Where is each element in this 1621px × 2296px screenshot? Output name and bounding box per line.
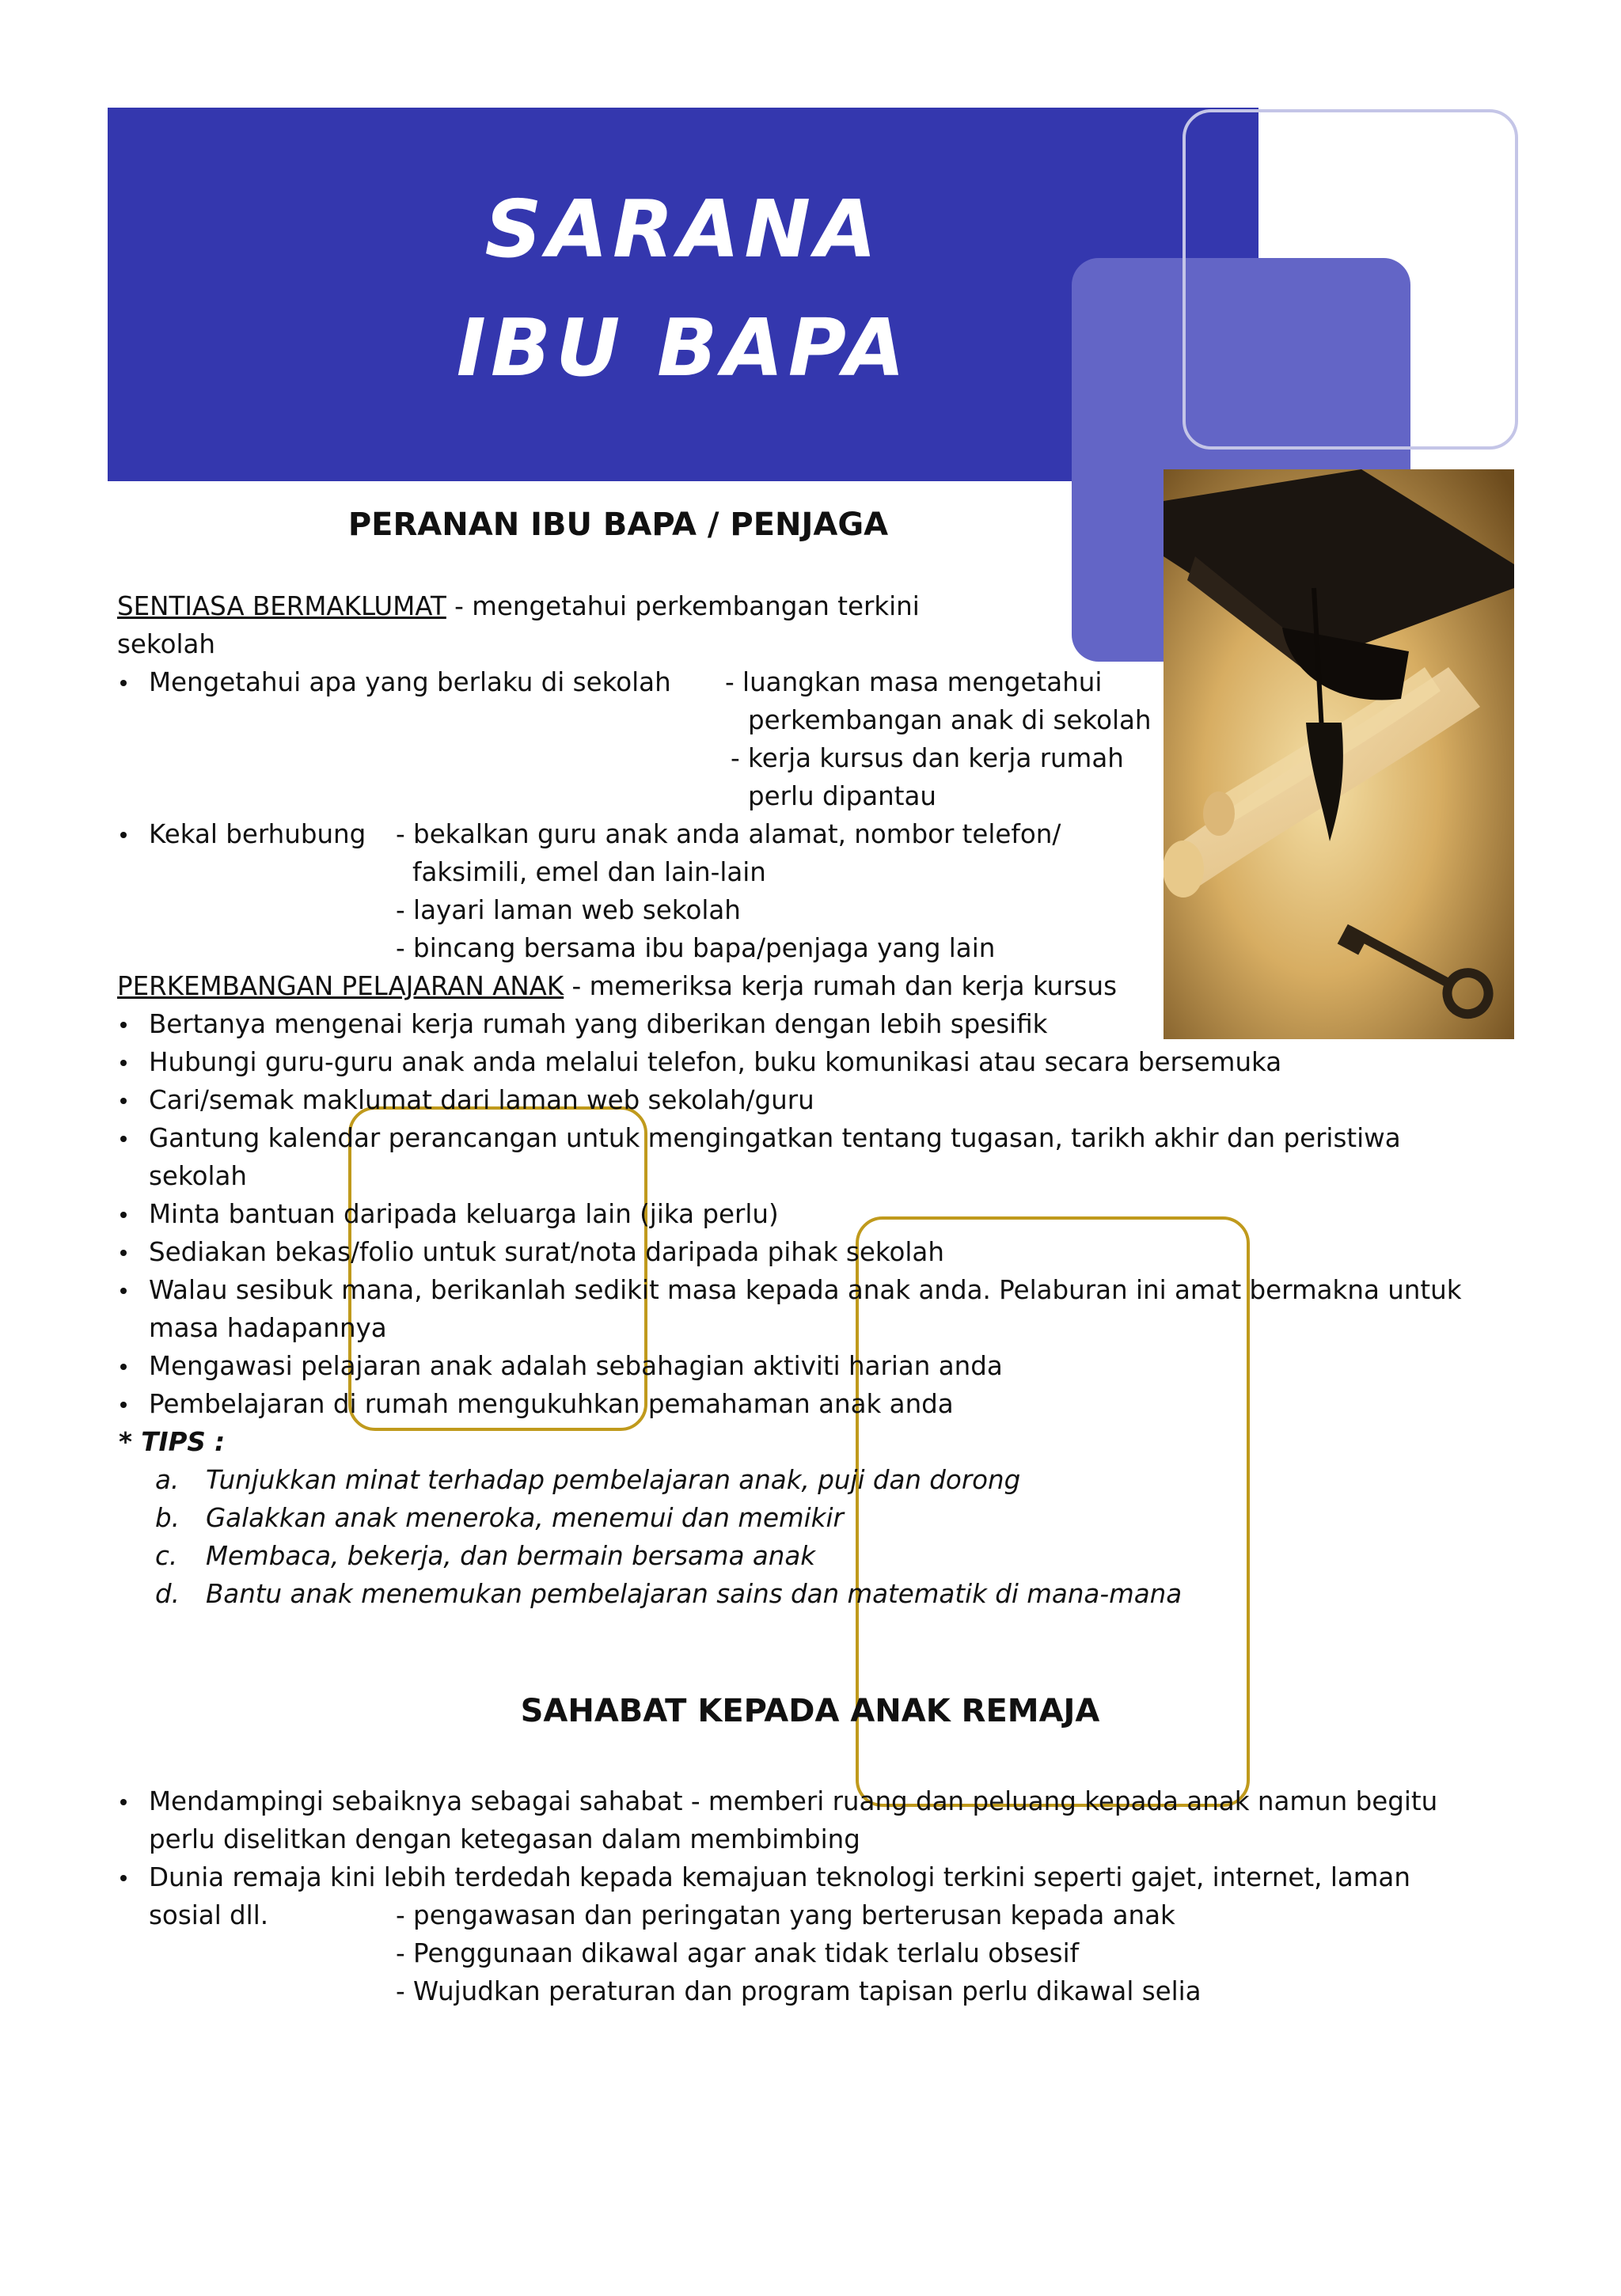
intro-label: SENTIASA BERMAKLUMAT [117,591,446,621]
note-line: faksimili, emel dan lain-lain [412,857,766,887]
list-item-continued: perlu diselitkan dengan ketegasan dalam membimbing [149,1824,860,1854]
note-line: - layari laman web sekolah [396,895,741,925]
page-title [108,170,1258,408]
tip-marker: b. [155,1503,180,1533]
graduation-cap-photo [1164,469,1514,1039]
tip-marker: d. [155,1579,180,1609]
graduation-cap-icon [1164,469,1514,1039]
list-item-continued: sekolah [149,1161,248,1191]
tip-marker: c. [155,1541,178,1571]
list-item-continued: sosial dll. [149,1900,269,1930]
tip-item: Membaca, bekerja, dan bermain bersama anak [206,1541,816,1571]
note-line: - kerja kursus dan kerja rumah [731,743,1124,773]
note-line: - Wujudkan peraturan dan program tapisan perlu dikawal selia [396,1976,1202,2006]
intro-text: - mengetahui perkembangan terkini [446,591,920,621]
list-item: Sediakan bekas/folio untuk surat/nota daripada pihak sekolah [149,1233,944,1271]
list-item: Mengetahui apa yang berlaku di sekolah [149,663,671,701]
tip-item: Galakkan anak meneroka, menemui dan memikir [206,1503,844,1533]
list-item: Minta bantuan daripada keluarga lain (jika perlu) [149,1195,779,1233]
progress-label: PERKEMBANGAN PELAJARAN ANAK [117,971,564,1001]
title-line-1: SARANA [484,183,882,275]
note-line: - pengawasan dan peringatan yang berterusan kepada anak [396,1900,1175,1930]
section-heading-peranan: PERANAN IBU BAPA / PENJAGA [347,507,889,543]
note-line: - Penggunaan dikawal agar anak tidak terlalu obsesif [396,1938,1080,1968]
progress-text: - memeriksa kerja rumah dan kerja kursus [564,971,1118,1001]
list-item: Pembelajaran di rumah mengukuhkan pemahaman anak anda [149,1385,954,1423]
intro-line-1 [117,587,920,625]
list-item-continued: masa hadapannya [149,1313,387,1343]
intro-line-2: sekolah [117,629,216,659]
note-line: - bekalkan guru anak anda alamat, nombor telefon/ [396,819,1061,849]
list-item: Mengawasi pelajaran anak adalah sebahagian aktiviti harian anda [149,1347,1003,1385]
tips-label: * TIPS : [119,1427,226,1457]
list-item: Walau sesibuk mana, berikanlah sedikit masa kepada anak anda. Pelaburan ini amat bermakna untuk [149,1271,1462,1309]
note-line: perlu dipantau [748,781,937,811]
list-item: Dunia remaja kini lebih terdedah kepada kemajuan teknologi terkini seperti gajet, internet, laman [149,1858,1410,1896]
note-line: perkembangan anak di sekolah [748,705,1152,735]
tip-item: Tunjukkan minat terhadap pembelajaran anak, puji dan dorong [206,1465,1021,1495]
list-item: Bertanya mengenai kerja rumah yang diberikan dengan lebih spesifik [149,1005,1048,1043]
list-item: Cari/semak maklumat dari laman web sekolah/guru [149,1081,814,1119]
list-item: Mendampingi sebaiknya sebagai sahabat - memberi ruang dan peluang kepada anak namun begitu [149,1782,1437,1820]
tip-marker: a. [155,1465,180,1495]
list-item: Hubungi guru-guru anak anda melalui telefon, buku komunikasi atau secara bersemuka [149,1043,1281,1081]
note-line: - bincang bersama ibu bapa/penjaga yang lain [396,933,996,963]
list-item: Kekal berhubung [149,815,366,853]
note-line: - luangkan masa mengetahui [725,667,1103,697]
section-heading-sahabat: SAHABAT KEPADA ANAK REMAJA [520,1693,1100,1729]
title-line-2: IBU BAPA [456,302,910,394]
progress-line [117,967,1117,1005]
list-item: Gantung kalendar perancangan untuk mengingatkan tentang tugasan, tarikh akhir dan peristiwa [149,1119,1401,1157]
tip-item: Bantu anak menemukan pembelajaran sains dan matematik di mana-mana [206,1579,1183,1609]
